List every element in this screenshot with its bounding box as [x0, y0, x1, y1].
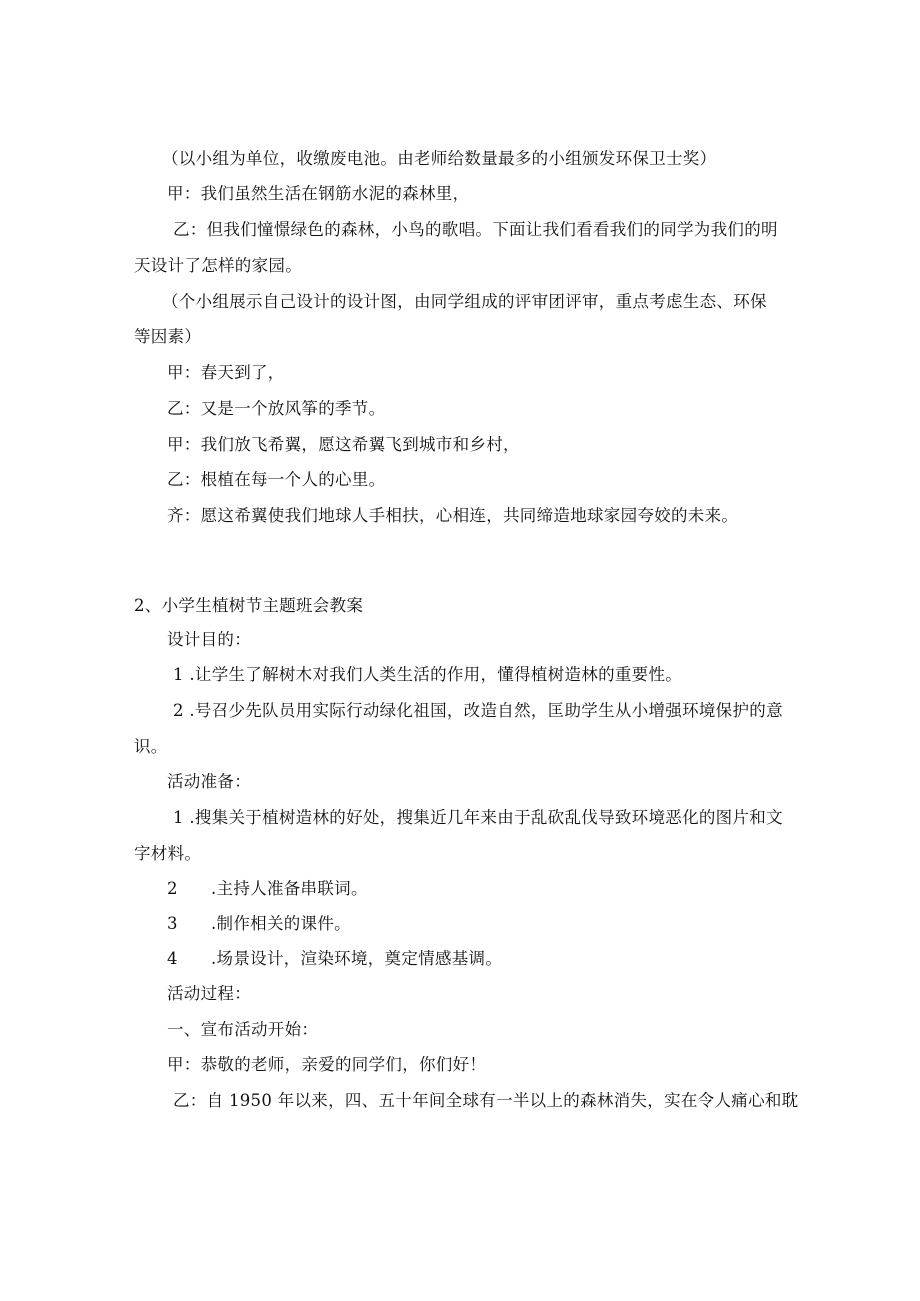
list-item [167, 948, 502, 970]
paragraph-line: 识。 [134, 737, 168, 756]
paragraph-line: 字材料。 [134, 844, 202, 863]
list-number: 4 [167, 949, 178, 968]
paragraph-line: 齐：愿这希翼使我们地球人手相扶，心相连，共同缔造地球家园夸姣的未来。 [167, 506, 739, 525]
paragraph-line: 甲：春天到了， [167, 363, 285, 382]
paragraph-line: 甲：我们放飞希翼，愿这希翼飞到城市和乡村， [167, 435, 520, 454]
list-item [167, 913, 351, 935]
paragraph-line: 乙：根植在每一个人的心里。 [167, 470, 386, 489]
subheading: 活动过程： [167, 984, 251, 1003]
paragraph-line: 天设计了怎样的家园。 [134, 256, 302, 275]
list-item: 2 .号召少先队员用实际行动绿化祖国，改造自然，匡助学生从小增强环境保护的意 [173, 701, 783, 720]
section-heading: 2、小学生植树节主题班会教案 [134, 596, 364, 615]
list-item: 1 .让学生了解树木对我们人类生活的作用，懂得植树造林的重要性。 [173, 665, 683, 684]
paragraph-line: 等因素） [134, 327, 202, 346]
list-text: .制作相关的课件。 [211, 914, 351, 933]
list-item: 1 .搜集关于植树造林的好处，搜集近几年来由于乱砍乱伐导致环境恶化的图片和文 [173, 808, 783, 827]
list-text: .主持人准备串联词。 [211, 879, 368, 898]
list-number: 2 [167, 879, 178, 898]
subheading: 设计目的： [167, 630, 251, 649]
subheading: 活动准备： [167, 772, 251, 791]
list-number: 3 [167, 914, 178, 933]
list-text: .场景设计，渲染环境，奠定情感基调。 [211, 949, 503, 968]
paragraph-line: 甲：恭敬的老师，亲爱的同学们，你们好！ [167, 1055, 487, 1074]
paragraph-line: （个小组展示自己设计的设计图，由同学组成的评审团评审，重点考虑生态、环保 [162, 292, 767, 311]
paragraph-line: 一、宣布活动开始： [167, 1020, 319, 1039]
list-item [167, 878, 368, 900]
paragraph-line: 甲：我们虽然生活在钢筋水泥的森林里， [167, 184, 470, 203]
paragraph-line: 乙：又是一个放风筝的季节。 [167, 399, 386, 418]
paragraph-line: （以小组为单位，收缴废电池。由老师给数量最多的小组颁发环保卫士奖） [162, 149, 717, 168]
paragraph-line: 乙：自 1950 年以来，四、五十年间全球有一半以上的森林消失，实在令人痛心和耽 [173, 1091, 799, 1110]
paragraph-line: 乙：但我们憧憬绿色的森林，小鸟的歌唱。下面让我们看看我们的同学为我们的明 [173, 220, 778, 239]
